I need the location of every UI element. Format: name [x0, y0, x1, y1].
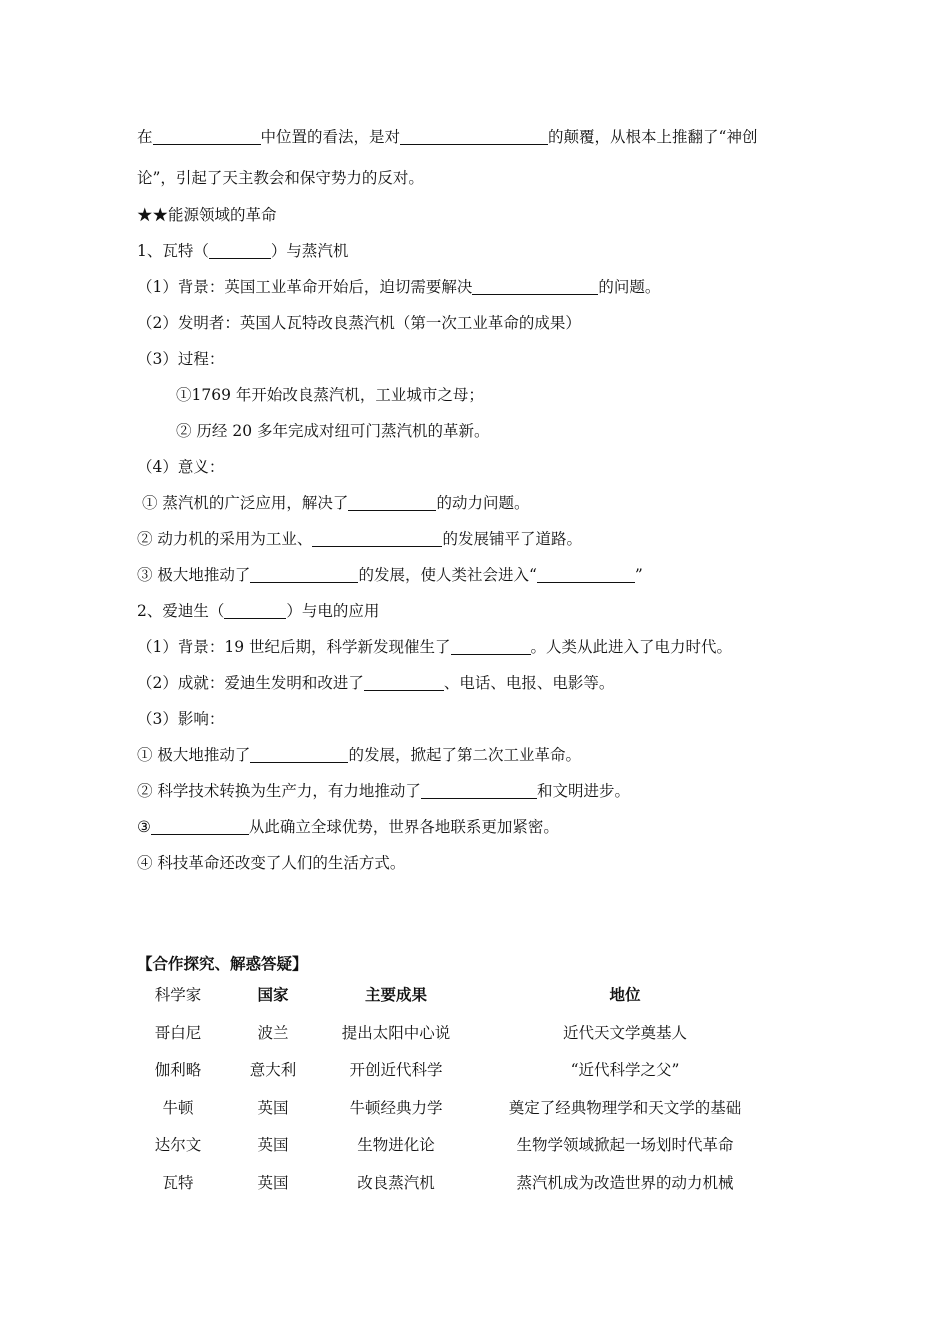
- blank: [400, 128, 548, 145]
- table-cell: 提出太阳中心说: [341, 1023, 451, 1042]
- table-cell: 达尔文: [154, 1136, 202, 1154]
- table-cell: “近代科学之父”: [570, 1061, 680, 1079]
- text: 的发展铺平了道路。: [442, 530, 582, 548]
- blank: [472, 278, 598, 295]
- table-row: [138, 1098, 778, 1136]
- text: 在: [137, 128, 153, 146]
- text: 的发展，使人类社会进入“: [358, 566, 537, 584]
- text: 。人类从此进入了电力时代。: [530, 638, 733, 656]
- header-cell: 主要成果: [364, 985, 428, 1004]
- table-cell: 哥白尼: [154, 1023, 202, 1042]
- table-row: [138, 1060, 778, 1098]
- blank: [151, 818, 249, 835]
- text: 的动力问题。: [436, 494, 530, 512]
- text-line-13: [137, 565, 643, 585]
- header-cell: 国家: [257, 985, 289, 1004]
- text: （1）背景：英国工业革命开始后，迫切需要解决: [137, 278, 473, 296]
- text-line-5: [137, 277, 660, 297]
- table-cell: 蒸汽机成为改造世界的动力机械: [516, 1173, 734, 1192]
- blank: [364, 674, 444, 691]
- table-cell: 意大利: [249, 1061, 297, 1079]
- text-line-11: [142, 493, 529, 513]
- table-cell: 奠定了经典物理学和天文学的基础: [508, 1098, 742, 1117]
- text-line-4: [137, 241, 348, 261]
- table-cell: 改良蒸汽机: [357, 1173, 435, 1192]
- blank: [421, 782, 537, 799]
- blank: [312, 530, 442, 547]
- text-line-9: ② 历经 20 多年完成对纽可门蒸汽机的革新。: [176, 422, 490, 440]
- text-line-18: [137, 745, 581, 765]
- text: 的发展，掀起了第二次工业革命。: [348, 746, 581, 764]
- blank: [153, 128, 261, 145]
- table-row: [138, 1023, 778, 1061]
- text-line-21: ④ 科技革命还改变了人们的生活方式。: [137, 854, 406, 872]
- text-line-1: [137, 127, 757, 147]
- text: 中位置的看法，是对: [260, 128, 401, 146]
- text: 2、爱迪生（: [137, 602, 225, 620]
- blank: [537, 566, 635, 583]
- text: ）与蒸汽机: [270, 242, 349, 260]
- text-line-17: （3）影响：: [137, 710, 225, 728]
- scientists-table: [138, 985, 778, 1210]
- blank: [250, 746, 348, 763]
- text: （2）成就：爱迪生发明和改进了: [137, 674, 364, 692]
- text-line-19: [137, 781, 630, 801]
- table-cell: 生物进化论: [357, 1136, 435, 1154]
- blank: [209, 242, 271, 259]
- blank: [348, 494, 436, 511]
- text: ）与电的应用: [286, 602, 380, 620]
- text-line-20: [137, 817, 559, 837]
- table-cell: 英国: [257, 1173, 289, 1192]
- text-line-8: ①1769 年开始改良蒸汽机，工业城市之母；: [176, 386, 484, 404]
- text: （1）背景：19 世纪后期，科学新发现催生了: [137, 638, 451, 656]
- text: 的问题。: [598, 278, 661, 296]
- table-cell: 英国: [257, 1136, 289, 1154]
- blank: [224, 602, 286, 619]
- blank: [250, 566, 358, 583]
- text: ”: [634, 566, 643, 584]
- text: ② 动力机的采用为工业、: [137, 530, 313, 548]
- text-line-16: [137, 673, 614, 693]
- text-line-12: [137, 529, 582, 549]
- table-cell: 近代天文学奠基人: [562, 1023, 688, 1042]
- table-cell: 生物学领域掀起一场划时代革命: [516, 1136, 734, 1154]
- text-line-14: [137, 601, 379, 621]
- table-cell: 牛顿经典力学: [349, 1098, 443, 1117]
- text: 、电话、电报、电影等。: [443, 674, 615, 692]
- table-cell: 牛顿: [162, 1098, 194, 1117]
- table-cell: 波兰: [257, 1023, 289, 1042]
- header-cell: 地位: [609, 985, 641, 1004]
- text: 1、瓦特（: [137, 242, 209, 260]
- text: 和文明进步。: [536, 782, 630, 800]
- text: ① 极大地推动了: [137, 746, 251, 764]
- text: ② 科学技术转换为生产力，有力地推动了: [137, 782, 421, 800]
- text-line-7: （3）过程：: [137, 350, 225, 368]
- header-cell: 科学家: [154, 986, 202, 1004]
- text-line-10: （4）意义：: [137, 458, 225, 476]
- section-title: 【合作探究、解惑答疑】: [137, 954, 308, 973]
- table-cell: 伽利略: [154, 1061, 202, 1079]
- section-heading-energy: ★★能源领域的革命: [137, 206, 277, 224]
- blank: [451, 638, 531, 655]
- table-header-row: [138, 985, 778, 1023]
- text-line-6: （2）发明者：英国人瓦特改良蒸汽机（第一次工业革命的成果）: [137, 314, 581, 332]
- table-row: [138, 1173, 778, 1211]
- text-line-2: 论”，引起了天主教会和保守势力的反对。: [137, 169, 424, 187]
- text: ③ 极大地推动了: [137, 566, 251, 584]
- table-row: [138, 1135, 778, 1173]
- text: ③: [137, 818, 151, 836]
- text: 从此确立全球优势，世界各地联系更加紧密。: [248, 818, 559, 836]
- table-cell: 瓦特: [162, 1173, 194, 1192]
- table-cell: 开创近代科学: [349, 1061, 443, 1079]
- text: 的颠覆，从根本上推翻了“神创: [548, 128, 758, 146]
- text-line-15: [137, 637, 732, 657]
- table-cell: 英国: [257, 1098, 289, 1117]
- text: ① 蒸汽机的广泛应用，解决了: [142, 494, 349, 512]
